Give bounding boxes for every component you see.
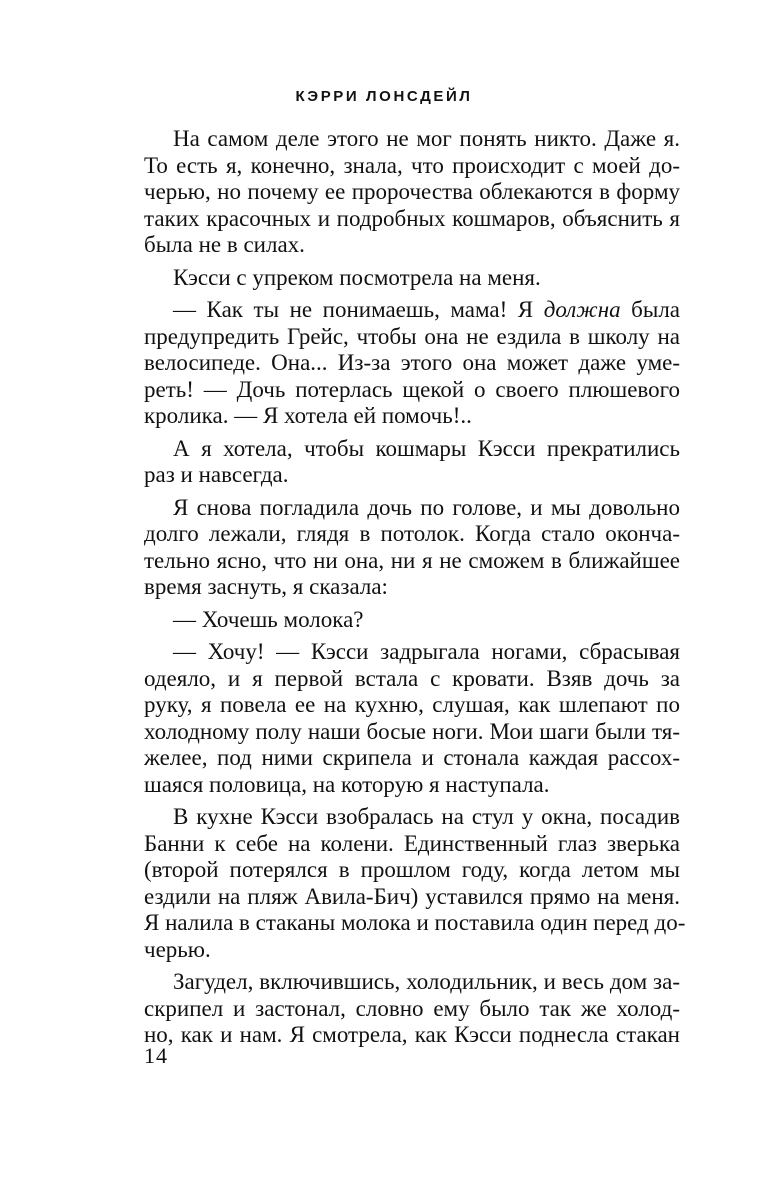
paragraph-8 (144, 804, 686, 963)
paragraph-5 (144, 495, 680, 601)
text-run: — Как ты не понимаешь, мама! Я (173, 297, 544, 322)
text-line: руку, я повела ее на кухню, слушая, как шлепают по (144, 692, 680, 717)
paragraph-4 (144, 436, 680, 489)
text-line: Загудел, включившись, холодильник, и весь дом за- (173, 969, 680, 994)
text-line: долго лежали, глядя в потолок. Когда стало оконча- (144, 521, 680, 546)
text-line (144, 297, 680, 324)
paragraph-3-dialogue (144, 297, 680, 430)
text-line: кролика. — Я хотела ей помочь!.. (144, 403, 472, 428)
text-line: предупредить Грейс, чтобы она не ездила в школу на (144, 323, 680, 349)
paragraph-6-dialogue (144, 607, 680, 634)
text-line: (второй потерялся в прошлом году, когда летом мы (144, 857, 680, 882)
text-line: черью, но почему ее пророчества облекаются в форму (144, 179, 680, 204)
text-line: скрипел и застонал, словно ему было так же холод- (144, 995, 680, 1021)
text-line: шаяся половица, на которую я наступала. (144, 771, 550, 797)
text-line: Банни к себе на колени. Единственный глаз зверька (144, 830, 680, 856)
text-line: Я снова погладила дочь по голове, и мы довольно (173, 494, 680, 520)
text-line: В кухне Кэсси взобралась на стул у окна, посадив (173, 804, 680, 829)
text-line: реть! — Дочь потерлась щекой о своего плюшевого (144, 376, 680, 402)
emphasis-text: должна (543, 297, 621, 322)
text-line: одеяло, и я первой встала с кровати. Взяв дочь за (144, 665, 680, 691)
text-line: черью. (144, 936, 211, 962)
text-line: но, как и нам. Я смотрела, как Кэсси поднесла стакан (144, 1022, 680, 1047)
paragraph-7-dialogue (144, 639, 680, 798)
text-line: велосипеде. Она... Из-за этого она может даже уме- (144, 350, 680, 375)
text-run: была (620, 297, 681, 322)
text-line: То есть я, конечно, знала, что происходит с моей до- (144, 152, 680, 178)
text-line: ездили на пляж Авила-Бич) уставился прямо на меня. (144, 883, 680, 909)
paragraph-2 (144, 265, 680, 292)
text-line: Кэсси с упреком посмотрела на меня. (173, 264, 541, 290)
paragraph-1 (144, 126, 680, 259)
text-line: тельно ясно, что ни она, ни я не сможем в ближайшее (144, 547, 680, 573)
text-line: холодному полу наши босые ноги. Мои шаги были тя- (144, 718, 680, 744)
running-header: КЭРРИ ЛОНСДЕЙЛ (295, 88, 473, 105)
text-line: время заснуть, я сказала: (144, 574, 388, 599)
text-line: была не в силах. (144, 232, 305, 257)
text-line: раз и навсегда. (144, 462, 289, 487)
text-line: А я хотела, чтобы кошмары Кэсси прекратились (173, 435, 680, 461)
paragraph-9 (144, 969, 680, 1049)
body-text (144, 126, 686, 1055)
text-line: — Хочешь молока? (173, 606, 364, 632)
text-line: таких красочных и подробных кошмаров, объяснить я (144, 205, 680, 231)
page-number: 14 (144, 1043, 168, 1068)
text-line: желее, под ними скрипела и стонала каждая рассох- (144, 745, 680, 770)
text-line: Я налила в стаканы молока и поставила один перед до- (144, 910, 686, 935)
text-line: На самом деле этого не мог понять никто. Даже я. (173, 126, 680, 151)
text-line: — Хочу! — Кэсси задрыгала ногами, сбрасывая (173, 639, 680, 664)
